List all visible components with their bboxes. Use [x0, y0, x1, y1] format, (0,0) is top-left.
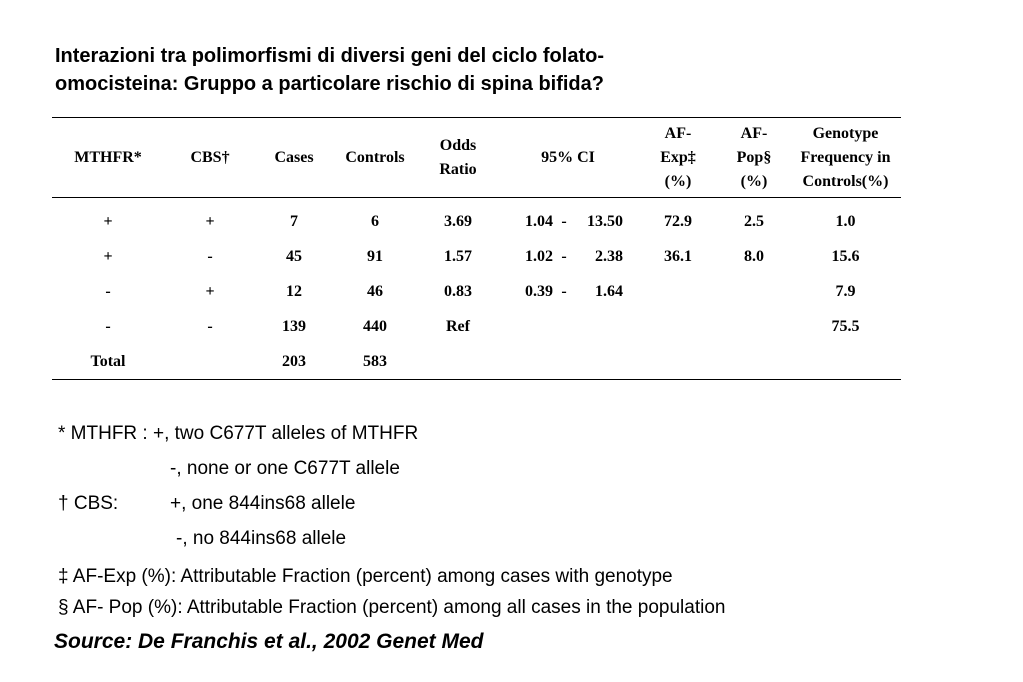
header-odds-ratio	[418, 118, 498, 198]
note-cbs-minus	[58, 521, 725, 556]
header-genotype-frequency	[790, 118, 901, 198]
genotype-table	[52, 117, 901, 380]
cell-af-pop: 2.5	[744, 212, 764, 230]
cell-mthfr: -	[105, 282, 111, 300]
note-af-exp-text: ‡ AF-Exp (%): Attributable Fraction (percent) among cases with genotype	[58, 566, 673, 587]
cell-total-label: Total	[90, 352, 126, 370]
header-af-pop	[718, 118, 790, 198]
note-mthfr-plus-text: +, two C677T alleles of MTHFR	[153, 423, 419, 444]
header-afpop-line-2: Pop§	[736, 148, 772, 166]
cell-total-cases: 203	[282, 352, 306, 370]
cell-cbs: +	[205, 282, 215, 300]
title-line-2: omocisteina: Gruppo a particolare rischio di spina bifida?	[55, 73, 604, 95]
cell-af-exp: 36.1	[664, 247, 692, 265]
ci-dash: -	[561, 212, 567, 230]
source-citation: Source: De Franchis et al., 2002 Genet Med	[54, 630, 484, 653]
cell-odds-ratio: 3.69	[444, 212, 472, 230]
cell-ci	[498, 198, 638, 240]
note-mthfr-minus	[58, 451, 725, 486]
ci-upper: 2.38	[595, 247, 623, 265]
table-row	[52, 198, 901, 240]
header-cbs: CBS†	[190, 148, 230, 166]
table-row	[52, 309, 901, 344]
cell-cases: 7	[290, 212, 298, 230]
ci-upper: 13.50	[587, 212, 623, 230]
note-cbs-minus-text: -, no 844ins68 allele	[176, 528, 347, 549]
slide-title	[55, 42, 815, 98]
cell-odds-ratio: Ref	[446, 317, 470, 335]
cell-frequency: 1.0	[835, 212, 856, 230]
cell-empty	[164, 344, 256, 380]
cell-mthfr: +	[103, 212, 113, 230]
cell-cases: 139	[282, 317, 306, 335]
header-af-exp	[638, 118, 718, 198]
cell-controls: 6	[371, 212, 379, 230]
cell-af-pop: 8.0	[744, 247, 764, 265]
cell-controls: 440	[363, 317, 387, 335]
cell-cbs: -	[207, 247, 213, 265]
cell-cases: 12	[286, 282, 302, 300]
cell-af-exp: 72.9	[664, 212, 692, 230]
cell-ci	[498, 239, 638, 274]
ci-lower: 1.02	[525, 247, 553, 265]
cell-controls: 46	[367, 282, 383, 300]
note-cbs-plus	[58, 486, 725, 521]
note-af-pop-text: § AF- Pop (%): Attributable Fraction (percent) among all cases in the population	[58, 597, 726, 618]
cell-odds-ratio: 1.57	[444, 247, 472, 265]
table-total-row	[52, 344, 901, 380]
title-line-1: Interazioni tra polimorfismi di diversi geni del ciclo folato-	[55, 45, 604, 67]
ci-upper: 1.64	[595, 282, 623, 300]
note-cbs-key: † CBS:	[58, 493, 119, 514]
cell-empty	[498, 344, 638, 380]
cell-cases: 45	[286, 247, 302, 265]
note-cbs-plus-text: +, one 844ins68 allele	[170, 493, 356, 514]
header-geno-line-1: Genotype	[812, 124, 879, 142]
header-geno-line-2: Frequency in	[800, 148, 891, 166]
note-mthfr-minus-text: -, none or one C677T allele	[170, 458, 400, 479]
footnotes	[58, 416, 725, 623]
cell-frequency: 15.6	[831, 247, 860, 265]
header-afexp-line-3: (%)	[664, 172, 692, 190]
ci-lower: 1.04	[525, 212, 553, 230]
cell-cbs: +	[205, 212, 215, 230]
header-geno-line-3: Controls(%)	[802, 172, 889, 190]
table-header-row	[52, 118, 901, 198]
header-afexp-line-1: AF-	[664, 124, 692, 142]
cell-controls: 91	[367, 247, 383, 265]
cell-mthfr: -	[105, 317, 111, 335]
note-mthfr-key: * MTHFR :	[58, 423, 148, 444]
cell-empty	[418, 344, 498, 380]
note-mthfr-plus	[58, 416, 725, 451]
cell-frequency: 75.5	[831, 317, 860, 335]
cell-total-controls: 583	[363, 352, 387, 370]
cell-odds-ratio: 0.83	[444, 282, 472, 300]
header-mthfr: MTHFR*	[74, 148, 142, 166]
cell-af-exp	[638, 274, 718, 309]
cell-ci	[498, 274, 638, 309]
note-af-pop	[58, 593, 725, 623]
cell-cbs: -	[207, 317, 213, 335]
cell-empty	[718, 344, 790, 380]
cell-af-pop	[718, 274, 790, 309]
header-afexp-line-2: Exp‡	[660, 148, 696, 166]
ci-lower: 0.39	[525, 282, 553, 300]
header-afpop-line-1: AF-	[740, 124, 768, 142]
cell-af-exp	[638, 309, 718, 344]
header-odds-line-1: Odds	[439, 136, 477, 154]
cell-mthfr: +	[103, 247, 113, 265]
table-row	[52, 239, 901, 274]
table-row	[52, 274, 901, 309]
cell-frequency: 7.9	[835, 282, 856, 300]
note-af-exp	[58, 556, 725, 593]
cell-af-pop	[718, 309, 790, 344]
cell-empty	[638, 344, 718, 380]
header-ci: 95% CI	[541, 148, 595, 166]
ci-dash: -	[561, 247, 567, 265]
ci-dash: -	[561, 282, 567, 300]
header-controls: Controls	[345, 148, 405, 166]
header-odds-line-2: Ratio	[439, 160, 477, 178]
header-afpop-line-3: (%)	[740, 172, 768, 190]
cell-ci	[498, 309, 638, 344]
cell-empty	[790, 344, 901, 380]
header-cases: Cases	[274, 148, 314, 166]
